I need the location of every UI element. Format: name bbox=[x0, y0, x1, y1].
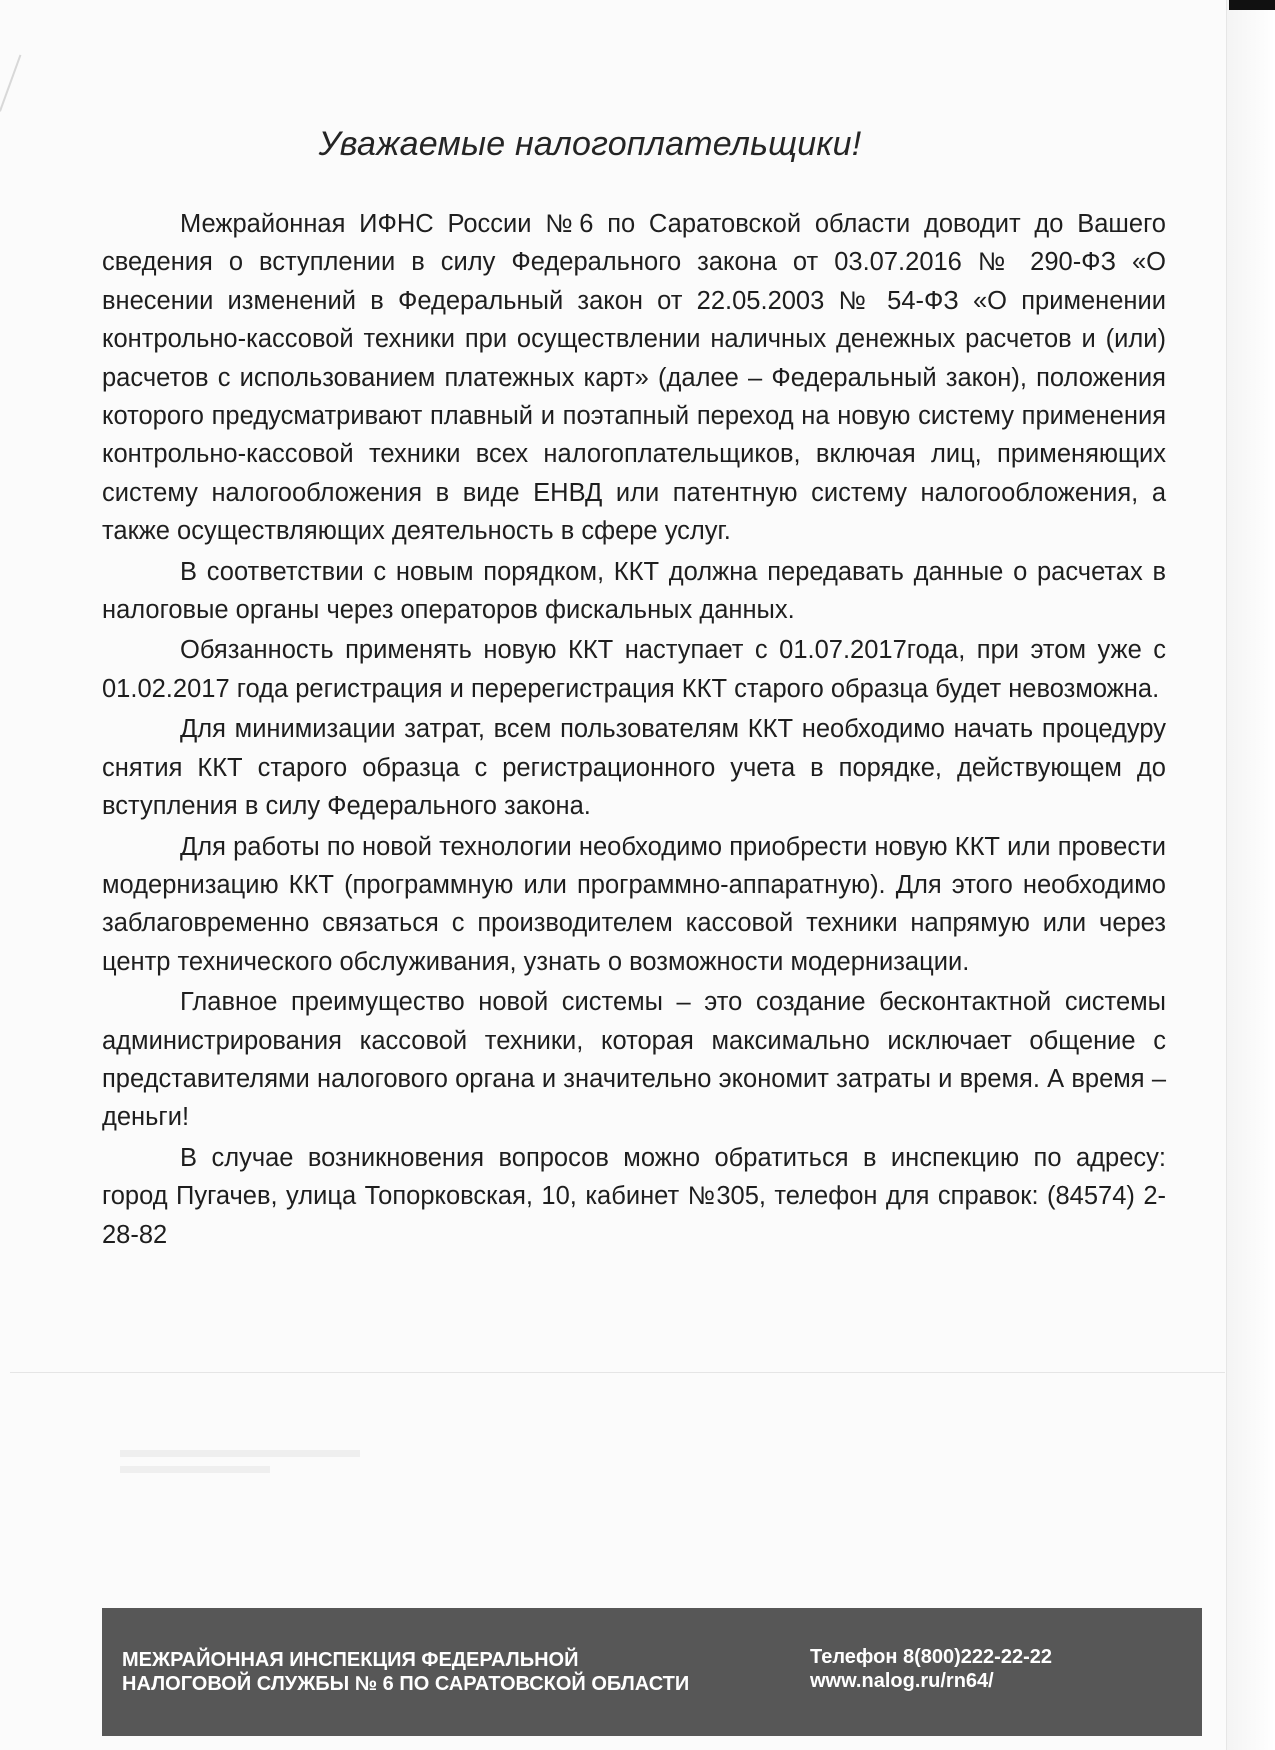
folded-corner-mark bbox=[0, 55, 59, 126]
faded-reverse-text bbox=[120, 1450, 360, 1490]
paragraph-modernization: Для работы по новой технологии необходимо приобрести новую ККТ или провести модернизацию ККТ (программную или программно-аппаратную). Для этого необходимо заблаговременно связаться с производителем кассовой техники напрямую или через центр технического обслуживания, узнать о возможности модернизации. bbox=[102, 832, 1166, 976]
paragraph-fiscal-data-operators: В соответствии с новым порядком, ККТ должна передавать данные о расчетах в налоговые органы через операторов фискальных данных. bbox=[102, 557, 1166, 625]
paragraph-deregistration: Для минимизации затрат, всем пользователям ККТ необходимо начать процедуру снятия ККТ старого образца с регистрационного учета в порядке, действующем до вступления в силу Федерального закона. bbox=[102, 715, 1166, 821]
footer-organization bbox=[122, 1648, 742, 1696]
document-title: Уважаемые налогоплательщики! bbox=[318, 125, 862, 163]
footer-website: www.nalog.ru/rn64/ bbox=[810, 1670, 994, 1692]
paper-fold-line bbox=[10, 1372, 1225, 1373]
scan-right-edge bbox=[1226, 0, 1275, 1750]
document-body bbox=[102, 205, 1166, 1254]
footer-organization-line-1: МЕЖРАЙОННАЯ ИНСПЕКЦИЯ ФЕДЕРАЛЬНОЙ bbox=[122, 1649, 579, 1671]
footer-contact bbox=[810, 1645, 1170, 1693]
footer-organization-line-2: НАЛОГОВОЙ СЛУЖБЫ № 6 ПО САРАТОВСКОЙ ОБЛАСТИ bbox=[122, 1673, 690, 1695]
paragraph-law-introduction: Межрайонная ИФНС России №6 по Саратовской области доводит до Вашего сведения о вступлении в силу Федерального закона от 03.07.2016 № 290-ФЗ «О внесении изменений в Федеральный закон от 22.05.2003 № 54-ФЗ «О применении контрольно-кассовой техники при осуществлении наличных денежных расчетов и (или) расчетов с использованием платежных карт» (далее – Федеральный закон), положения которого предусматривают плавный и поэтапный переход на новую систему применения контрольно-кассовой техники всех налогоплательщиков, включая лиц, применяющих систему налогообложения в виде ЕНВД или патентную систему налогообложения, а также осуществляющих деятельность в сфере услуг. bbox=[102, 210, 1166, 546]
footer-banner bbox=[102, 1608, 1202, 1736]
scan-top-dark-edge bbox=[1229, 0, 1275, 10]
paragraph-contact-information: В случае возникновения вопросов можно обратиться в инспекцию по адресу: город Пугачев, улица Топорковская, 10, кабинет №305, телефон для справок: (84574) 2-28-82 bbox=[102, 1143, 1166, 1249]
paragraph-main-advantage: Главное преимущество новой системы – это создание бесконтактной системы администрирования кассовой техники, которая максимально исключает общение с представителями налогового органа и значительно экономит затраты и время. А время – деньги! bbox=[102, 988, 1166, 1132]
footer-phone: Телефон 8(800)222-22-22 bbox=[810, 1646, 1052, 1668]
paragraph-deadline: Обязанность применять новую ККТ наступает с 01.07.2017года, при этом уже с 01.02.2017 года регистрация и перерегистрация ККТ старого образца будет невозможна. bbox=[102, 636, 1166, 703]
